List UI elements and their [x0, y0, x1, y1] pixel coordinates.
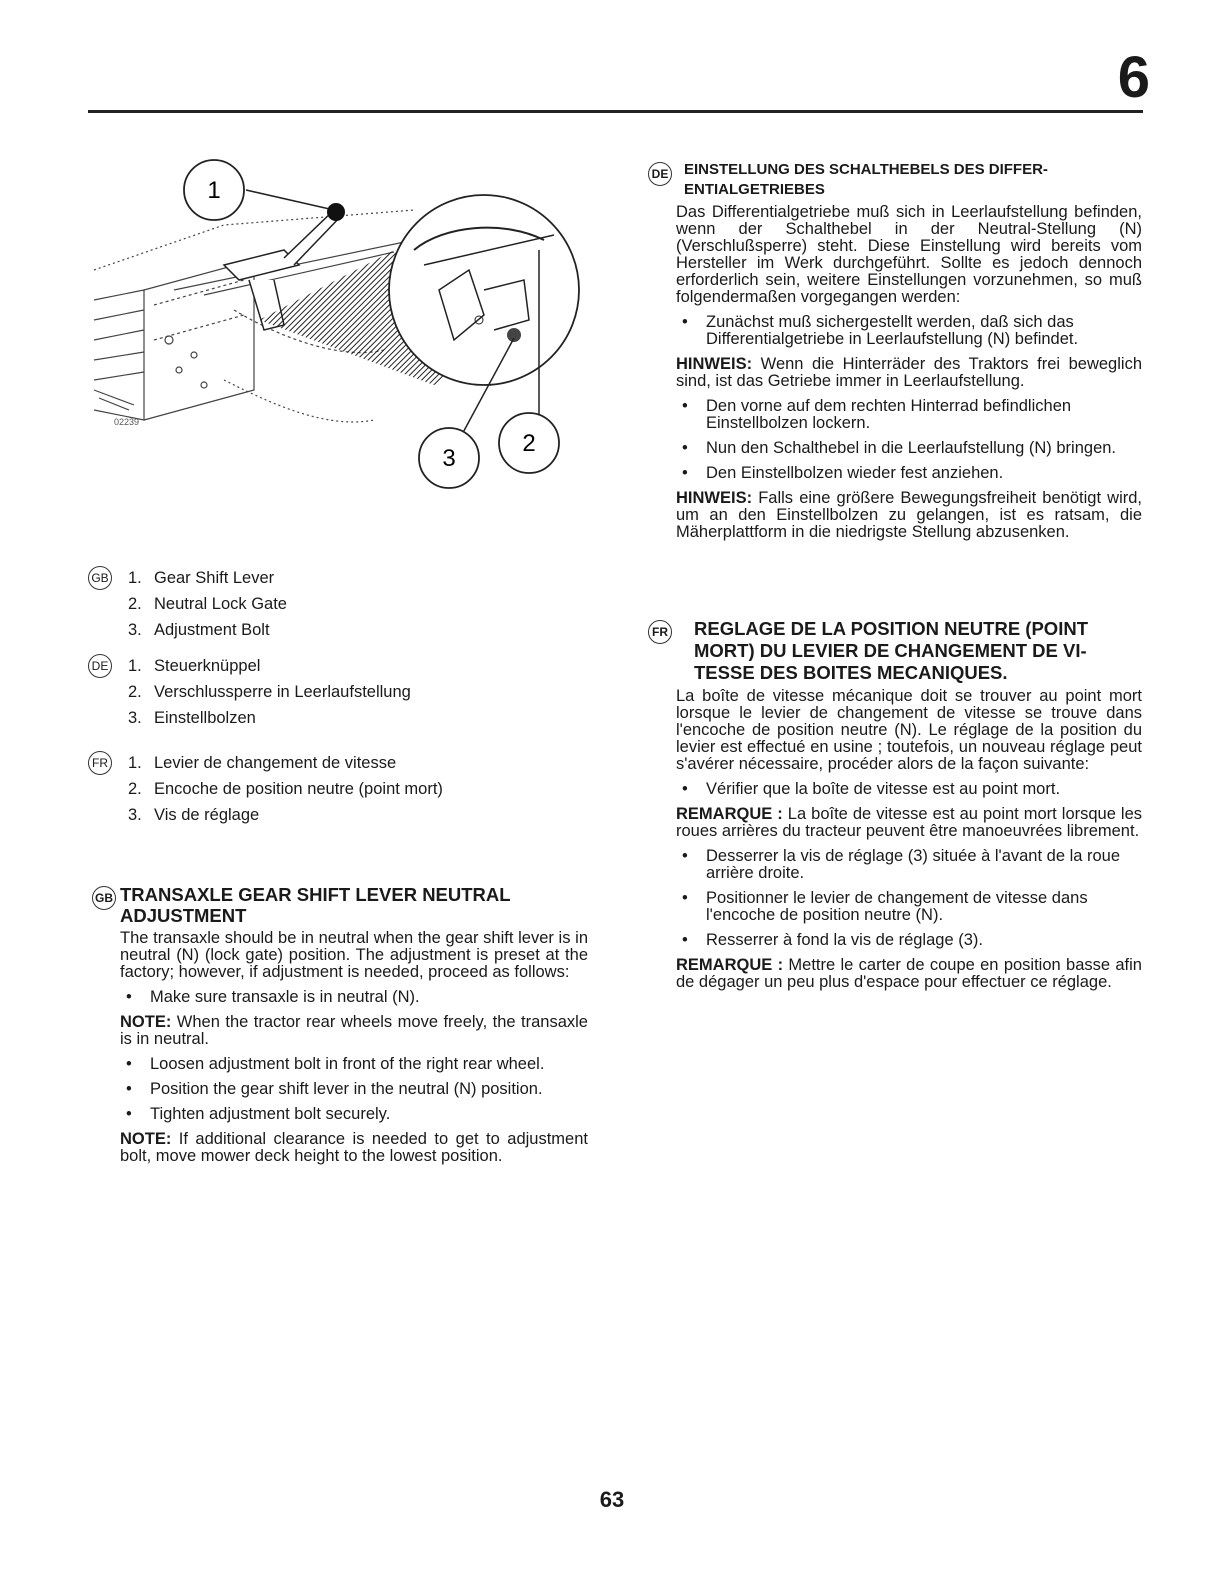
page-number: 63 — [599, 1487, 625, 1512]
gb-bullet-1: • Make sure transaxle is in neutral (N). — [120, 989, 588, 1006]
fr-note-1: REMARQUE : La boîte de vitesse est au point mort lorsque les roues arrières du tracteur peuvent être manoeuvrées librement. — [676, 805, 1142, 840]
callout-2 — [499, 413, 559, 473]
fr-bullet-4: • Resserrer à fond la vis de réglage (3). — [676, 932, 1142, 949]
legend-item: Vis de réglage — [154, 806, 260, 824]
de-section — [651, 160, 1142, 549]
header-rule — [88, 110, 1143, 113]
legend-item: Neutral Lock Gate — [154, 595, 287, 613]
legend-item: Levier de changement de vitesse — [154, 754, 397, 772]
lang-badge-gb: GB — [92, 886, 116, 910]
fr-note-2: REMARQUE : Mettre le carter de coupe en position basse afin de dégager un peu plus d'espace pour effectuer ce réglage. — [676, 956, 1142, 991]
gb-title-line2: ADJUSTMENT — [120, 905, 247, 926]
lang-badge-fr: FR — [648, 620, 672, 644]
gb-title-line1: TRANSAXLE GEAR SHIFT LEVER NEUTRAL — [120, 884, 511, 905]
gb-bullet-3: • Position the gear shift lever in the neutral (N) position. — [120, 1081, 588, 1098]
gb-section — [95, 884, 588, 1173]
legend-de: DE 1. Steuerknüppel 2. Verschlussperre in Leerlaufstellung 3. Einstellbolzen — [88, 653, 568, 731]
de-note-1: HINWEIS: Wenn die Hinterräder des Traktors frei beweglich sind, ist das Getriebe immer in Leerlaufstellung. — [676, 355, 1142, 390]
fr-bullet-3: • Positionner le levier de changement de vitesse dans l'encoche de position neutre (N). — [676, 890, 1142, 924]
de-title-line2: ENTIALGETRIEBES — [684, 181, 825, 198]
lever-knob — [327, 203, 345, 221]
de-bullet-1: • Zunächst muß sichergestellt werden, daß sich das Differentialgetriebe in Leerlaufstellung (N) befindet. — [676, 314, 1142, 348]
callout-3 — [419, 428, 479, 488]
lang-badge-fr: FR — [88, 751, 112, 775]
legend-item: Adjustment Bolt — [154, 621, 270, 639]
legend-fr: FR 1. Levier de changement de vitesse 2. Encoche de position neutre (point mort) 3. Vis de réglage — [88, 750, 568, 828]
legend-item: Gear Shift Lever — [154, 569, 275, 587]
fr-title-line3: TESSE DES BOITES MECANIQUES. — [694, 662, 1008, 683]
legend-item: Verschlussperre in Leerlaufstellung — [154, 683, 411, 701]
gb-bullet-4: • Tighten adjustment bolt securely. — [120, 1106, 588, 1123]
legend-item: Steuerknüppel — [154, 657, 261, 675]
gb-bullet-2: • Loosen adjustment bolt in front of the right rear wheel. — [120, 1056, 588, 1073]
de-title-line1: EINSTELLUNG DES SCHALTHEBELS DES DIFFER- — [684, 161, 1048, 178]
legend-gb: GB 1. Gear Shift Lever 2. Neutral Lock Gate 3. Adjustment Bolt — [88, 565, 568, 643]
fr-section — [652, 618, 1142, 999]
chapter-number: 6 — [1117, 45, 1150, 110]
gb-intro: The transaxle should be in neutral when the gear shift lever is in neutral (N) (lock gate) position. The adjustment is preset at the factory; however, if adjustment is needed, proceed as follows: — [120, 929, 588, 981]
svg-text:3: 3 — [442, 445, 456, 472]
callout-1 — [184, 160, 244, 220]
gb-note-2: NOTE: If additional clearance is needed to get to adjustment bolt, move mower deck height to the lowest position. — [120, 1130, 588, 1165]
svg-text:2: 2 — [522, 430, 536, 457]
callout-1-leader — [246, 190, 334, 210]
de-note-2: HINWEIS: Falls eine größere Bewegungsfreiheit benötigt wird, um an den Einstellbolzen zu gelangen, ist es ratsam, die Mäherplattform in die niedrigste Stellung abzusenken. — [676, 489, 1142, 541]
de-bullet-4: • Den Einstellbolzen wieder fest anziehen. — [676, 465, 1142, 482]
lang-badge-gb: GB — [88, 566, 112, 590]
svg-text:1: 1 — [207, 177, 221, 204]
fr-title-line2: MORT) DU LEVIER DE CHANGEMENT DE VI- — [694, 640, 1087, 661]
lang-badge-de: DE — [648, 162, 672, 186]
fr-bullet-2: • Desserrer la vis de réglage (3) située à l'avant de la roue arrière droite. — [676, 848, 1142, 882]
lang-badge-de: DE — [88, 654, 112, 678]
fr-intro: La boîte de vitesse mécanique doit se trouver au point mort lorsque le levier de changement de vitesse se trouve dans l'encoche de position neutre (N). Le réglage de la position du levier est effectué en usine ; toutefois, un nouveau réglage peut s'avérer nécessaire, procéder alors de la façon suivante: — [676, 687, 1142, 773]
detail-circle — [389, 195, 579, 385]
de-bullet-2: • Den vorne auf dem rechten Hinterrad befindlichen Einstellbolzen lockern. — [676, 398, 1142, 432]
gear-shift-illustration — [84, 140, 584, 510]
de-bullet-3: • Nun den Schalthebel in die Leerlaufstellung (N) bringen. — [676, 440, 1142, 457]
gb-note-1: NOTE: When the tractor rear wheels move freely, the transaxle is in neutral. — [120, 1013, 588, 1048]
fr-bullet-1: • Vérifier que la boîte de vitesse est au point mort. — [676, 781, 1142, 798]
figure-code: 02239 — [114, 417, 140, 427]
de-intro: Das Differentialgetriebe muß sich in Leerlaufstellung befinden, wenn der Schalthebel in der Neutral-Stellung (N) (Verschlußsperre) steht. Diese Einstellung wird bereits vom Hersteller im Werk durchgeführt. Sollte es jedoch dennoch erforderlich sein, weitere Einstellungen vorzunehmen, so muß folgendermaßen vorgegangen werden: — [676, 203, 1142, 306]
legend-item: Einstellbolzen — [154, 709, 256, 727]
fr-title-line1: REGLAGE DE LA POSITION NEUTRE (POINT — [694, 618, 1089, 639]
legend-item: Encoche de position neutre (point mort) — [154, 780, 443, 798]
